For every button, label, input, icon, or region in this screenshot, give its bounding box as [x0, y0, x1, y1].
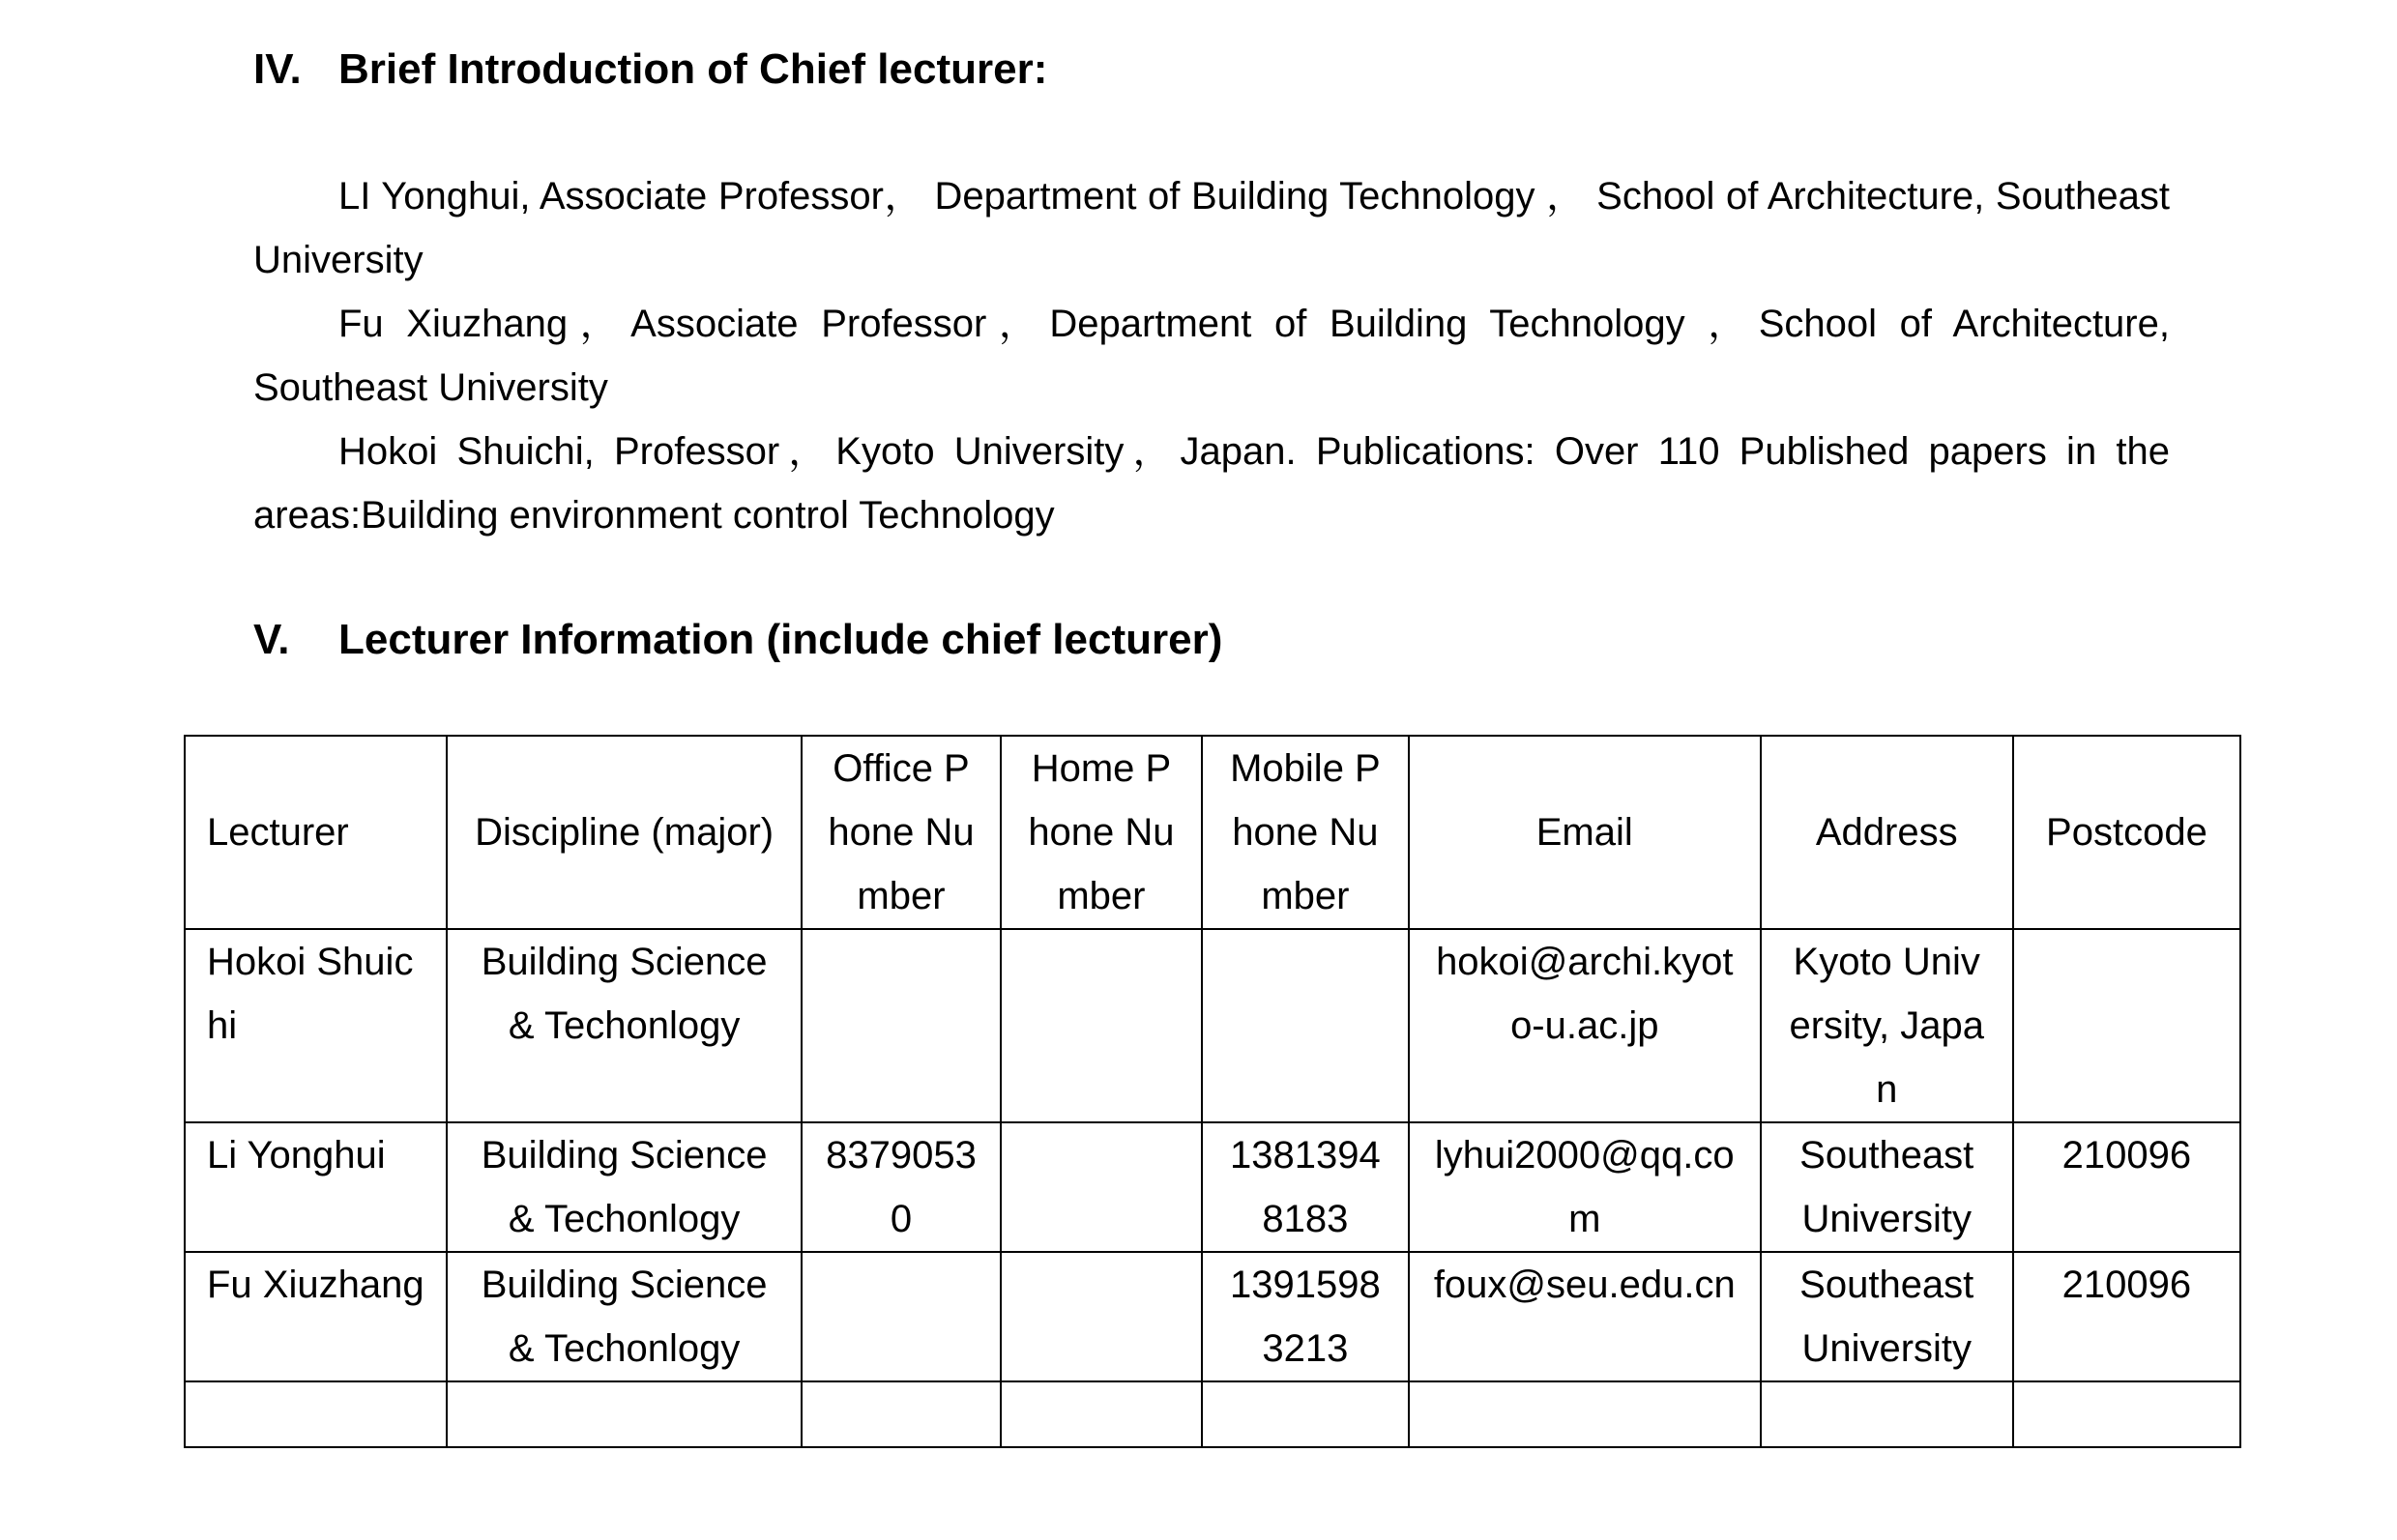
cell-postcode: 210096: [2013, 1122, 2240, 1252]
table-row: [185, 929, 2240, 1122]
section-v-number: V.: [253, 616, 290, 663]
cell-office-phone: [802, 1252, 1001, 1381]
cell-postcode: 210096: [2013, 1252, 2240, 1381]
cell-postcode: [2013, 929, 2240, 1122]
cell-mobile-phone: 13915983213: [1202, 1252, 1409, 1381]
header-lecturer: Lecturer: [185, 736, 447, 929]
cell-office-phone: [802, 929, 1001, 1122]
intro-paragraph-hokoi-shuichi: Hokoi Shuichi, Professor，Kyoto University，Japan. Publications: Over 110 Published papers in the areas:Building environment control Technology: [253, 430, 2170, 537]
header-email: Email: [1409, 736, 1761, 929]
header-address: Address: [1761, 736, 2013, 929]
cell-lecturer: Fu Xiuzhang: [185, 1252, 447, 1381]
intro-paragraph-li-yonghui: LI Yonghui, Associate Professor， Department of Building Technology ， School of Architecture, Southeast University: [253, 175, 2170, 281]
cell-discipline: [447, 1381, 802, 1447]
cell-email: hokoi@archi.kyoto-u.ac.jp: [1409, 929, 1761, 1122]
cell-lecturer: [185, 1381, 447, 1447]
header-postcode: Postcode: [2013, 736, 2240, 929]
chief-lecturer-intro: [253, 164, 2170, 547]
header-mobile-phone: Mobile Phone Number: [1202, 736, 1409, 929]
cell-lecturer: Li Yonghui: [185, 1122, 447, 1252]
cell-home-phone: [1001, 1381, 1202, 1447]
cell-address: Southeast University: [1761, 1252, 2013, 1381]
cell-home-phone: [1001, 1122, 1202, 1252]
lecturer-info-table: [184, 735, 2241, 1448]
section-iv-title: Brief Introduction of Chief lecturer:: [338, 45, 1048, 93]
cell-home-phone: [1001, 1252, 1202, 1381]
cell-postcode: [2013, 1381, 2240, 1447]
cell-address: [1761, 1381, 2013, 1447]
section-iv-number: IV.: [253, 45, 302, 93]
cell-mobile-phone: [1202, 1381, 1409, 1447]
cell-address: Southeast University: [1761, 1122, 2013, 1252]
cell-address: Kyoto University, Japan: [1761, 929, 2013, 1122]
header-home-phone: Home Phone Number: [1001, 736, 1202, 929]
cell-mobile-phone: [1202, 929, 1409, 1122]
table-row: [185, 1252, 2240, 1381]
table-row: [185, 1122, 2240, 1252]
cell-discipline: Building Science & Techonlogy: [447, 929, 802, 1122]
cell-office-phone: 83790530: [802, 1122, 1001, 1252]
cell-discipline: Building Science & Techonlogy: [447, 1252, 802, 1381]
header-office-phone: Office Phone Number: [802, 736, 1001, 929]
cell-email: [1409, 1381, 1761, 1447]
section-v-title: Lecturer Information (include chief lecturer): [338, 616, 1223, 663]
table-row-empty: [185, 1381, 2240, 1447]
cell-discipline: Building Science & Techonlogy: [447, 1122, 802, 1252]
cell-email: lyhui2000@qq.com: [1409, 1122, 1761, 1252]
cell-office-phone: [802, 1381, 1001, 1447]
cell-mobile-phone: 13813948183: [1202, 1122, 1409, 1252]
section-v-heading: [253, 611, 1222, 669]
header-discipline: Discipline (major): [447, 736, 802, 929]
cell-home-phone: [1001, 929, 1202, 1122]
intro-paragraph-fu-xiuzhang: Fu Xiuzhang，Associate Professor，Department of Building Technology ，School of Architecture, Southeast University: [253, 303, 2170, 409]
cell-email: foux@seu.edu.cn: [1409, 1252, 1761, 1381]
cell-lecturer: Hokoi Shuichi: [185, 929, 447, 1122]
section-iv-heading: [253, 41, 1047, 99]
table-header-row: [185, 736, 2240, 929]
